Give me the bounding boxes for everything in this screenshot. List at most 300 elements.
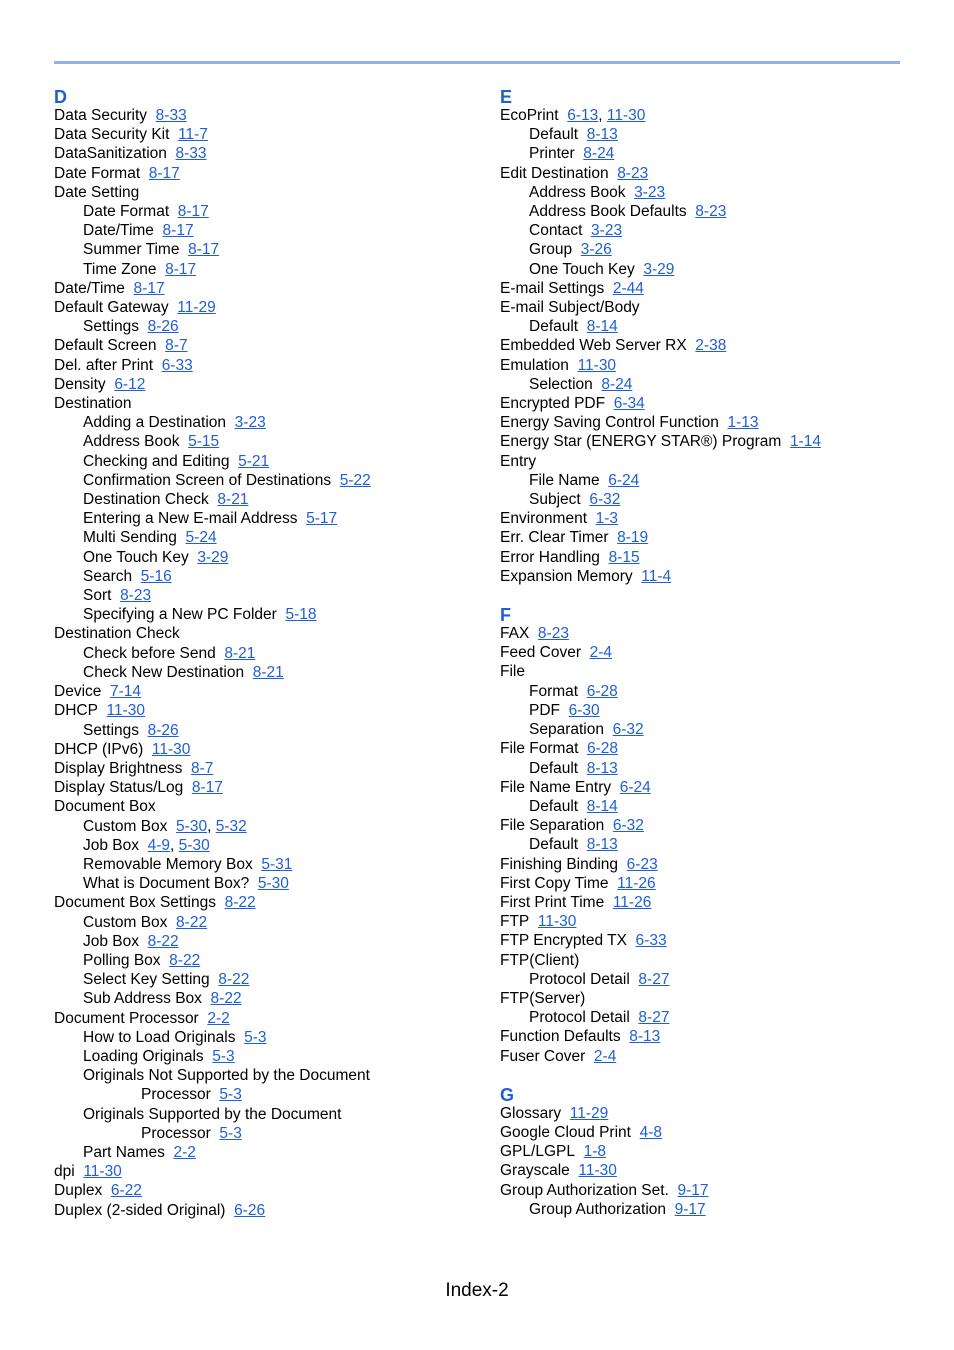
index-entry: Custom Box 5-30, 5-32 <box>83 817 247 835</box>
page-reference-link[interactable]: 8-17 <box>162 222 194 240</box>
index-entry <box>500 432 930 451</box>
index-entry <box>500 989 930 1008</box>
page-reference-link[interactable]: 8-15 <box>608 548 640 566</box>
index-entry <box>54 279 484 298</box>
index-term: Density <box>54 375 106 393</box>
page-reference-link[interactable]: 8-23 <box>617 164 649 182</box>
index-term: DataSanitization <box>54 145 167 163</box>
page-reference-link[interactable]: 6-32 <box>612 721 644 739</box>
index-term: First Print Time <box>500 893 605 911</box>
page-reference-link[interactable]: 11-30 <box>151 740 191 758</box>
page-reference-link[interactable]: 5-30 <box>257 875 289 893</box>
index-term: Duplex <box>54 1182 103 1200</box>
index-term: First Copy Time <box>500 874 609 892</box>
index-term: Date Setting <box>54 183 140 201</box>
index-entry <box>54 1105 484 1124</box>
page-reference-link[interactable]: 8-21 <box>217 491 249 509</box>
index-term: Job Box <box>83 932 140 950</box>
index-entry <box>500 1047 930 1066</box>
index-entry <box>500 739 930 758</box>
page-reference-link[interactable]: 5-3 <box>244 1028 267 1046</box>
index-entry <box>500 682 930 701</box>
page-reference-link[interactable]: 8-24 <box>601 375 633 393</box>
index-term: Format <box>529 682 579 700</box>
page-reference-link[interactable]: 8-17 <box>165 260 197 278</box>
index-entry <box>54 1124 484 1143</box>
index-entry <box>500 509 930 528</box>
index-term: Adding a Destination <box>83 414 227 432</box>
index-column-left <box>54 86 484 1220</box>
index-entry <box>54 394 484 413</box>
page-reference-link[interactable]: 2-2 <box>207 1009 230 1027</box>
index-entry <box>500 1104 930 1123</box>
index-term: Err. Clear Timer <box>500 529 609 547</box>
page-reference-link[interactable]: 6-28 <box>586 682 618 700</box>
index-entry: EcoPrint 6-13, 11-30 <box>500 107 646 124</box>
page-reference-link[interactable]: 11-26 <box>612 893 652 911</box>
page-reference-link[interactable]: 8-26 <box>147 721 179 739</box>
page-reference-link[interactable]: 11-30 <box>606 107 646 124</box>
index-term: Entry <box>500 452 537 470</box>
index-entry <box>54 970 484 989</box>
page-reference-link[interactable]: 8-17 <box>177 203 209 221</box>
page-reference-link[interactable]: 8-17 <box>191 779 223 797</box>
section-letter: G <box>500 1084 515 1105</box>
index-entry <box>500 413 930 432</box>
page-reference-link[interactable]: 2-44 <box>612 279 644 297</box>
index-entry <box>54 202 484 221</box>
page-reference-link[interactable]: 8-13 <box>586 126 618 144</box>
index-term: Time Zone <box>83 260 157 278</box>
index-term: File Name Entry <box>500 778 612 796</box>
index-term: Encrypted PDF <box>500 395 606 413</box>
index-entry <box>500 835 930 854</box>
page-reference-link[interactable]: 5-22 <box>339 471 371 489</box>
index-entry <box>54 1181 484 1200</box>
index-term: Duplex (2-sided Original) <box>54 1201 226 1219</box>
page-reference-link[interactable]: 6-34 <box>613 395 645 413</box>
index-entry <box>500 778 930 797</box>
page-reference-link[interactable]: 8-13 <box>586 759 618 777</box>
page-reference-link[interactable]: 8-23 <box>695 203 727 221</box>
page-reference-link[interactable]: 11-7 <box>178 126 208 144</box>
page-reference-link[interactable]: 6-24 <box>619 778 651 796</box>
index-entry <box>500 183 930 202</box>
index-entry <box>500 624 930 643</box>
index-term: Custom Box <box>83 817 168 835</box>
index-entry <box>54 528 484 547</box>
section-letter: D <box>54 87 67 107</box>
index-term: Error Handling <box>500 548 600 566</box>
page-reference-link[interactable]: 6-12 <box>114 375 146 393</box>
index-term: GPL/LGPL <box>500 1143 575 1161</box>
index-entry <box>500 336 930 355</box>
page-reference-link[interactable]: 8-17 <box>188 241 220 259</box>
index-column-right <box>500 86 930 1219</box>
index-entry <box>500 298 930 317</box>
index-entry <box>500 202 930 221</box>
index-term: Date/Time <box>54 279 125 297</box>
page-reference-link[interactable]: 8-14 <box>586 797 618 815</box>
index-term: Edit Destination <box>500 164 609 182</box>
index-entry <box>54 1047 484 1066</box>
index-entry <box>500 1123 930 1142</box>
index-term: Sort <box>83 587 112 605</box>
index-term: Address Book Defaults <box>529 203 687 221</box>
index-term: Originals Not Supported by the Document <box>83 1067 370 1085</box>
page-reference-link[interactable]: 11-30 <box>83 1163 122 1181</box>
index-term: FTP(Server) <box>500 989 586 1007</box>
index-entry <box>54 356 484 375</box>
index-term: Default <box>529 759 579 777</box>
index-term: Checking and Editing <box>83 452 230 470</box>
index-term: Address Book <box>83 433 180 451</box>
page-reference-link[interactable]: 5-18 <box>285 606 317 624</box>
index-entry <box>500 662 930 681</box>
index-term: Emulation <box>500 356 569 374</box>
page-reference-link[interactable]: 5-31 <box>261 855 293 873</box>
index-entry <box>500 548 930 567</box>
index-entry <box>500 1008 930 1027</box>
index-term: Default <box>529 797 579 815</box>
index-term: Address Book <box>529 183 626 201</box>
index-term: Fuser Cover <box>500 1047 586 1065</box>
index-term: Grayscale <box>500 1162 570 1180</box>
page-reference-link[interactable]: 5-24 <box>185 529 217 547</box>
index-term: DHCP <box>54 702 98 720</box>
index-term: Energy Saving Control Function <box>500 414 719 432</box>
index-entry <box>500 356 930 375</box>
index-entry <box>54 183 484 202</box>
page-reference-link[interactable]: 8-7 <box>165 337 188 355</box>
page-reference-link[interactable]: 8-17 <box>148 164 180 182</box>
index-term: Multi Sending <box>83 529 177 547</box>
index-term: Processor <box>141 1086 211 1104</box>
page-reference-link[interactable]: 5-3 <box>219 1124 242 1142</box>
page-reference-link[interactable]: 6-32 <box>589 491 621 509</box>
index-term: Document Box Settings <box>54 894 216 912</box>
index-entry <box>500 260 930 279</box>
index-entry <box>54 144 484 163</box>
index-term: E-mail Settings <box>500 279 605 297</box>
index-term: File Name <box>529 471 600 489</box>
index-term: What is Document Box? <box>83 875 250 893</box>
page-reference-link[interactable]: 6-28 <box>587 740 619 758</box>
page-reference-link[interactable]: 8-22 <box>147 932 179 950</box>
index-entry <box>54 797 484 816</box>
page-reference-link[interactable]: 2-2 <box>173 1143 196 1161</box>
index-entry <box>500 720 930 739</box>
index-entry <box>500 931 930 950</box>
index-term: Subject <box>529 491 581 509</box>
page-number: Index-2 <box>445 1280 509 1301</box>
page-reference-link[interactable]: 8-14 <box>586 318 618 336</box>
page-reference-link[interactable]: 11-30 <box>106 702 146 720</box>
page-reference-link[interactable]: 11-4 <box>641 567 672 585</box>
page-reference-link[interactable]: 1-14 <box>789 433 821 451</box>
index-term: EcoPrint <box>500 107 559 124</box>
index-entry <box>54 874 484 893</box>
page-reference-link[interactable]: 8-13 <box>586 836 618 854</box>
page-reference-link[interactable]: 2-38 <box>695 337 727 355</box>
page-reference-link[interactable]: 3-23 <box>634 183 666 201</box>
page-reference-link[interactable]: 11-26 <box>617 874 656 892</box>
index-entry <box>500 874 930 893</box>
index-entry <box>54 989 484 1008</box>
page-reference-link[interactable]: 8-22 <box>169 951 201 969</box>
page-reference-link[interactable]: 1-13 <box>727 414 759 432</box>
index-term: Printer <box>529 145 575 163</box>
page-reference-link[interactable]: 8-23 <box>537 625 569 643</box>
page-reference-link[interactable]: 1-3 <box>595 510 619 528</box>
page-reference-link[interactable]: 8-17 <box>133 279 165 297</box>
page-reference-link[interactable]: 5-30 <box>178 836 210 854</box>
page-reference-link[interactable]: 8-33 <box>175 145 207 163</box>
page-reference-link[interactable]: 8-33 <box>155 107 187 124</box>
page-reference-link[interactable]: 11-30 <box>537 913 577 931</box>
page-reference-link[interactable]: 3-29 <box>643 260 675 278</box>
page-reference-link[interactable]: 5-17 <box>306 510 338 528</box>
page-reference-link[interactable]: 5-15 <box>188 433 220 451</box>
page-reference-link[interactable]: 11-30 <box>578 1162 617 1180</box>
section-gap <box>500 586 930 604</box>
index-entry <box>54 778 484 797</box>
index-entry <box>54 548 484 567</box>
index-entry <box>54 663 484 682</box>
index-entry <box>54 164 484 183</box>
index-term: How to Load Originals <box>83 1028 236 1046</box>
index-term: Display Status/Log <box>54 779 184 797</box>
index-term: Specifying a New PC Folder <box>83 606 277 624</box>
page-reference-link[interactable]: 9-17 <box>677 1181 709 1199</box>
index-entry <box>500 816 930 835</box>
index-entry <box>54 1143 484 1162</box>
index-term: Google Cloud Print <box>500 1123 631 1141</box>
index-entry <box>500 567 930 586</box>
page-reference-link[interactable]: 11-29 <box>177 299 216 317</box>
index-entry <box>500 240 930 259</box>
index-entry <box>500 490 930 509</box>
index-entry <box>54 1201 484 1220</box>
index-term: Removable Memory Box <box>83 855 253 873</box>
index-entry <box>54 740 484 759</box>
index-term: Energy Star (ENERGY STAR®) Program <box>500 433 782 451</box>
index-term: Function Defaults <box>500 1028 621 1046</box>
index-term: Feed Cover <box>500 644 581 662</box>
index-entry <box>500 471 930 490</box>
page-reference-link[interactable]: 8-7 <box>190 759 214 777</box>
index-term: FTP(Client) <box>500 951 580 969</box>
page-reference-link[interactable]: 8-19 <box>617 529 649 547</box>
index-entry <box>54 260 484 279</box>
index-entry <box>54 932 484 951</box>
index-term: Check New Destination <box>83 663 245 681</box>
page-reference-link[interactable]: 8-26 <box>147 318 179 336</box>
page-reference-link[interactable]: 5-3 <box>219 1086 242 1104</box>
index-term: FTP <box>500 913 530 931</box>
index-entry <box>54 1085 484 1104</box>
index-entry <box>54 605 484 624</box>
index-entry <box>500 279 930 298</box>
index-term: Selection <box>529 375 593 393</box>
index-term: Part Names <box>83 1143 165 1161</box>
index-entry <box>500 125 930 144</box>
page-reference-link[interactable]: 11-29 <box>569 1104 609 1122</box>
index-entry <box>500 1200 930 1219</box>
page-reference-link[interactable]: 7-14 <box>110 683 142 701</box>
index-entry <box>500 893 930 912</box>
index-term: Data Security <box>54 107 148 124</box>
page-reference-link[interactable]: 6-30 <box>568 701 600 719</box>
index-entry <box>54 913 484 932</box>
index-term: Default Gateway <box>54 299 169 317</box>
index-term: Protocol Detail <box>529 970 630 988</box>
index-term: PDF <box>529 701 560 719</box>
index-term: Glossary <box>500 1104 562 1122</box>
index-term: File Format <box>500 740 579 758</box>
index-entry <box>500 528 930 547</box>
page-reference-link[interactable]: 2-4 <box>593 1047 617 1065</box>
index-term: Date/Time <box>83 222 154 240</box>
index-entry <box>54 586 484 605</box>
page-reference-link[interactable]: 6-32 <box>612 817 644 835</box>
page-reference-link[interactable]: 8-27 <box>638 970 670 988</box>
index-term: Loading Originals <box>83 1047 204 1065</box>
index-entry <box>500 951 930 970</box>
page-reference-link[interactable]: 8-21 <box>224 644 256 662</box>
index-term: File <box>500 663 525 681</box>
index-entry <box>500 221 930 240</box>
index-term: Expansion Memory <box>500 567 633 585</box>
index-entry <box>54 701 484 720</box>
page-reference-link[interactable]: 8-22 <box>224 894 256 912</box>
index-entry <box>500 1161 930 1180</box>
page-reference-link[interactable]: 6-13 <box>567 107 599 124</box>
page-reference-link[interactable]: 9-17 <box>674 1200 706 1218</box>
index-term: dpi <box>54 1163 75 1181</box>
page-reference-link[interactable]: 8-22 <box>176 913 208 931</box>
index-entry <box>54 855 484 874</box>
index-entry <box>54 471 484 490</box>
index-entry <box>500 855 930 874</box>
page-reference-link[interactable]: 5-30 <box>176 817 208 835</box>
index-entry <box>54 336 484 355</box>
index-term: Destination Check <box>83 491 209 509</box>
index-term: Check before Send <box>83 644 216 662</box>
page-reference-link[interactable]: 8-27 <box>638 1009 670 1027</box>
page-reference-link[interactable]: 8-22 <box>218 971 250 989</box>
index-entry <box>54 490 484 509</box>
page-reference-link[interactable]: 1-8 <box>583 1143 606 1161</box>
index-term: FTP Encrypted TX <box>500 932 627 950</box>
index-term: Processor <box>141 1124 211 1142</box>
page-reference-link[interactable]: 3-23 <box>234 414 266 432</box>
index-entry <box>54 375 484 394</box>
page-reference-link[interactable]: 4-9 <box>147 836 171 854</box>
index-term: E-mail Subject/Body <box>500 299 640 317</box>
page-reference-link[interactable]: 6-33 <box>635 932 667 950</box>
index-term: Default <box>529 126 579 144</box>
page-reference-link[interactable]: 6-33 <box>161 356 193 374</box>
page-reference-link[interactable]: 6-22 <box>110 1182 142 1200</box>
index-term: Originals Supported by the Document <box>83 1105 342 1123</box>
index-term: One Touch Key <box>83 548 189 566</box>
page-reference-link[interactable]: 3-23 <box>591 222 623 240</box>
index-term: One Touch Key <box>529 260 635 278</box>
page-reference-link[interactable]: 5-21 <box>238 452 270 470</box>
page-reference-link[interactable]: 5-32 <box>215 817 247 835</box>
index-entry <box>500 970 930 989</box>
page-reference-link[interactable]: 8-13 <box>629 1028 661 1046</box>
page-reference-link[interactable]: 6-26 <box>234 1201 266 1219</box>
index-entry <box>54 1066 484 1085</box>
index-term: Custom Box <box>83 913 168 931</box>
index-entry <box>54 221 484 240</box>
index-term: Data Security Kit <box>54 126 170 144</box>
index-entry <box>54 106 484 125</box>
index-entry <box>54 240 484 259</box>
index-term: Summer Time <box>83 241 180 259</box>
page-reference-link[interactable]: 6-24 <box>608 471 640 489</box>
page-reference-link[interactable]: 8-23 <box>120 587 152 605</box>
index-term: Embedded Web Server RX <box>500 337 687 355</box>
page-reference-link[interactable]: 3-29 <box>197 548 229 566</box>
index-entry <box>54 317 484 336</box>
index-entry <box>54 759 484 778</box>
page-reference-link[interactable]: 8-21 <box>252 663 284 681</box>
index-entry <box>500 701 930 720</box>
index-entry <box>54 1009 484 1028</box>
index-entry <box>54 1162 484 1181</box>
index-entry <box>54 721 484 740</box>
page-reference-link[interactable]: 2-4 <box>589 644 613 662</box>
index-entry <box>54 298 484 317</box>
index-entry <box>500 797 930 816</box>
index-term: Contact <box>529 222 583 240</box>
page-reference-link[interactable]: 4-8 <box>639 1123 662 1141</box>
index-term: Protocol Detail <box>529 1009 630 1027</box>
page-reference-link[interactable]: 8-22 <box>210 990 242 1008</box>
page-reference-link[interactable]: 3-26 <box>580 241 612 259</box>
index-term: Entering a New E-mail Address <box>83 510 298 528</box>
page-reference-link[interactable]: 11-30 <box>577 356 617 374</box>
page-reference-link[interactable]: 5-16 <box>140 567 172 585</box>
index-entry <box>500 394 930 413</box>
index-term: FAX <box>500 625 530 643</box>
index-term: Job Box <box>83 836 140 854</box>
index-term: Group Authorization Set. <box>500 1181 669 1199</box>
index-entry <box>54 509 484 528</box>
index-entry <box>500 643 930 662</box>
index-entry <box>500 1027 930 1046</box>
index-term: Environment <box>500 510 588 528</box>
index-term: Default <box>529 836 579 854</box>
index-entry <box>54 644 484 663</box>
page-reference-link[interactable]: 5-3 <box>212 1047 235 1065</box>
index-entry <box>54 567 484 586</box>
index-entry <box>500 1181 930 1200</box>
index-term: Default <box>529 318 579 336</box>
index-entry <box>54 682 484 701</box>
index-entry <box>500 375 930 394</box>
page-reference-link[interactable]: 8-24 <box>583 145 615 163</box>
page-reference-link[interactable]: 6-23 <box>626 855 658 873</box>
index-entry: Job Box 4-9, 5-30 <box>83 836 210 854</box>
index-term: Default Screen <box>54 337 157 355</box>
index-term: Document Processor <box>54 1009 199 1027</box>
index-term: Date Format <box>54 164 141 182</box>
index-term: Del. after Print <box>54 356 154 374</box>
